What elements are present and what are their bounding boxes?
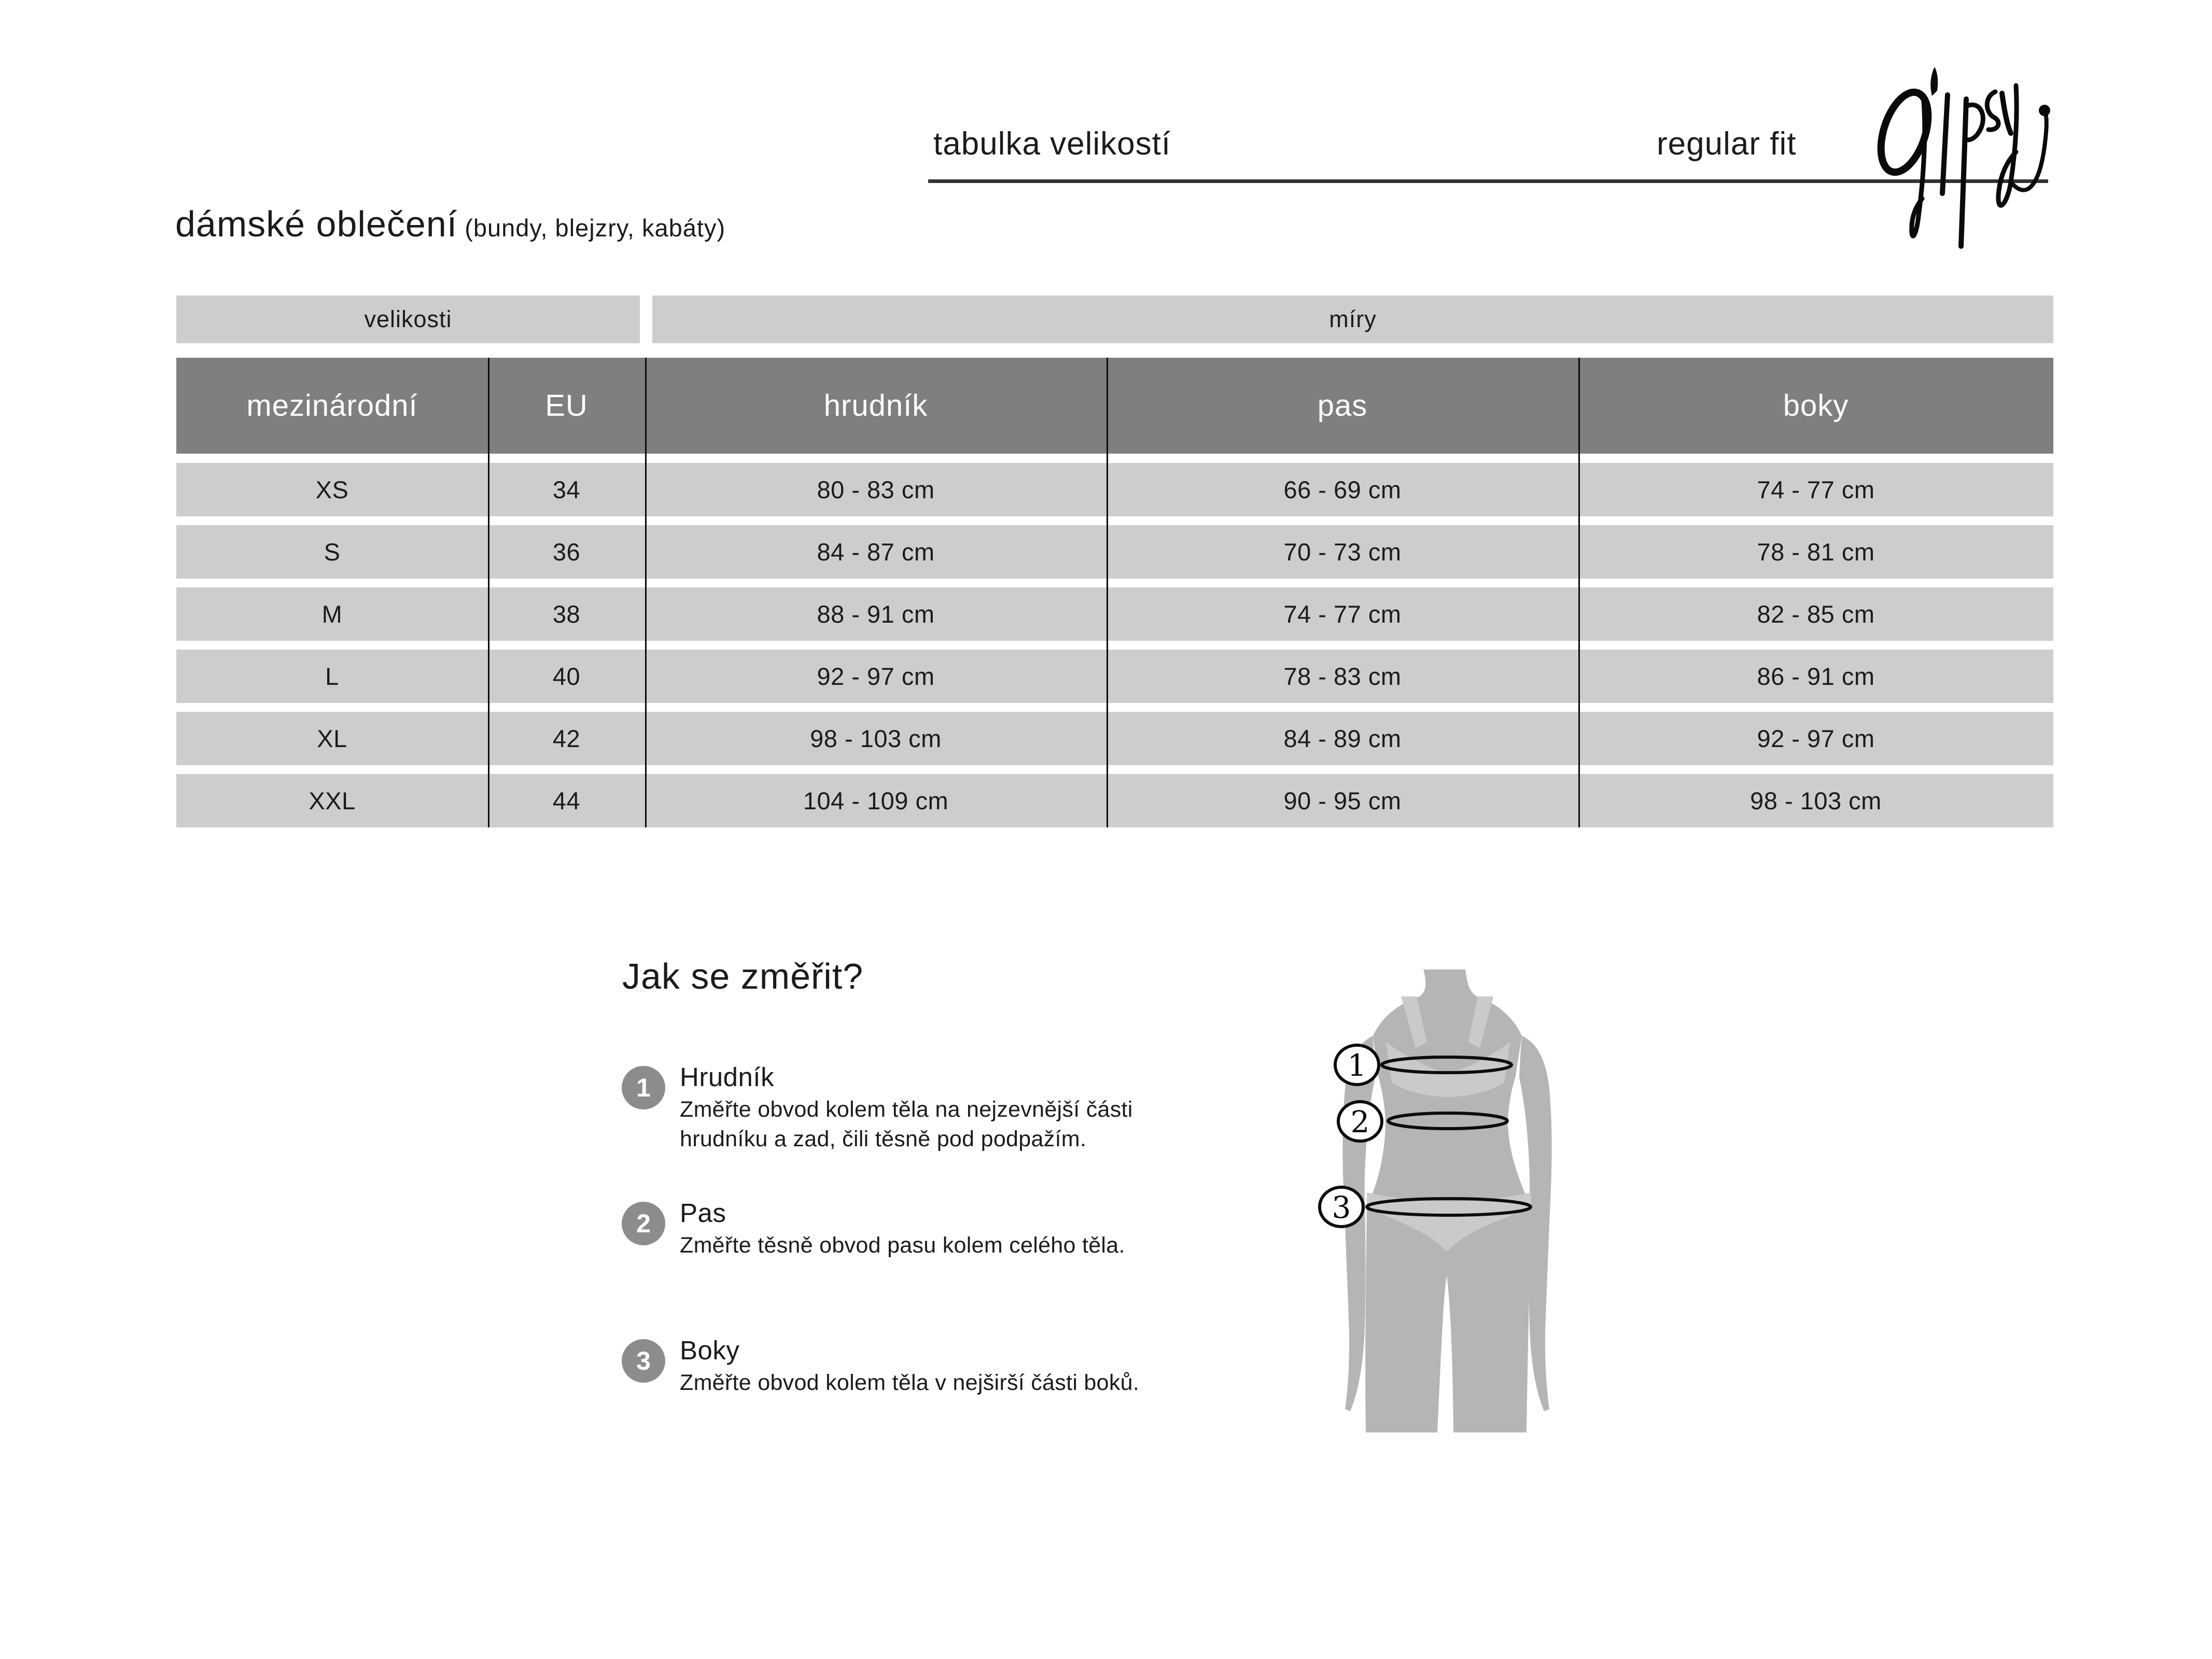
- step-label: Hrudník: [680, 1062, 775, 1092]
- table-cell: M: [321, 600, 343, 628]
- table-row: [176, 774, 2053, 827]
- fit-type-label: regular fit: [1657, 126, 1797, 162]
- table-cell: XXL: [309, 787, 356, 814]
- table-cell: 44: [552, 787, 581, 814]
- svg-text:3: 3: [1332, 1190, 1351, 1225]
- howto-title: Jak se změřit?: [622, 956, 864, 996]
- size-table: [176, 296, 2053, 827]
- column-header-2: hrudník: [823, 389, 928, 423]
- table-cell: 82 - 85 cm: [1757, 600, 1875, 628]
- column-header-3: pas: [1317, 389, 1368, 423]
- table-cell: 98 - 103 cm: [810, 725, 942, 752]
- step-description-line: Změřte obvod kolem těla na nejzevnější části: [680, 1097, 1133, 1122]
- table-cell: 90 - 95 cm: [1283, 787, 1402, 814]
- step-description-line: hrudníku a zad, čili těsně pod podpažím.: [680, 1127, 1087, 1151]
- table-cell: 38: [552, 600, 581, 628]
- section-title-sub: (bundy, blejzry, kabáty): [465, 214, 726, 242]
- section-title-main: dámské oblečení: [175, 204, 458, 244]
- table-cell: 80 - 83 cm: [817, 476, 935, 503]
- step-number-badge: 3: [622, 1339, 665, 1383]
- column-divider: [1578, 358, 1580, 827]
- table-row: [176, 712, 2053, 765]
- table-cell: 84 - 89 cm: [1283, 725, 1402, 752]
- step-description-line: Změřte obvod kolem těla v nejširší části boků.: [680, 1370, 1140, 1395]
- table-cell: XL: [317, 725, 347, 752]
- table-row: [176, 525, 2053, 579]
- table-cell: 70 - 73 cm: [1283, 538, 1402, 566]
- step-description: [680, 1231, 1125, 1260]
- table-cell: 66 - 69 cm: [1283, 476, 1402, 503]
- column-divider: [645, 358, 647, 827]
- step-label: Boky: [680, 1335, 740, 1365]
- table-cell: L: [325, 663, 339, 690]
- table-cell: S: [324, 538, 341, 566]
- group-header-measures: míry: [652, 296, 2053, 343]
- table-cell: 40: [552, 663, 581, 690]
- table-cell: 98 - 103 cm: [1750, 787, 1882, 814]
- page-title: tabulka velikostí: [933, 126, 1171, 162]
- table-row: [176, 463, 2053, 516]
- body-measurement-figure: [1317, 964, 1576, 1441]
- table-cell: 86 - 91 cm: [1757, 663, 1875, 690]
- table-cell: 88 - 91 cm: [817, 600, 935, 628]
- column-divider: [1107, 358, 1108, 827]
- figure-marker-1: [1335, 1045, 1379, 1085]
- table-cell: 92 - 97 cm: [817, 663, 935, 690]
- table-cell: XS: [315, 476, 349, 503]
- gipsy-logo-icon: [1874, 65, 2056, 254]
- step-description-line: Změřte těsně obvod pasu kolem celého těla.: [680, 1233, 1125, 1258]
- step-label: Pas: [680, 1198, 726, 1228]
- section-title: [175, 203, 725, 245]
- svg-text:2: 2: [1350, 1104, 1370, 1140]
- svg-text:1: 1: [1347, 1048, 1367, 1083]
- step-description: [680, 1095, 1133, 1154]
- column-divider: [488, 358, 489, 827]
- group-header-sizes: velikosti: [176, 296, 640, 343]
- column-header-row: [176, 358, 2053, 454]
- step-number-badge: 1: [622, 1066, 665, 1109]
- table-cell: 92 - 97 cm: [1757, 725, 1875, 752]
- table-cell: 78 - 81 cm: [1757, 538, 1875, 566]
- table-row: [176, 587, 2053, 641]
- figure-marker-2: [1338, 1102, 1382, 1141]
- table-cell: 78 - 83 cm: [1283, 663, 1402, 690]
- table-cell: 42: [552, 725, 581, 752]
- table-cell: 104 - 109 cm: [803, 787, 949, 814]
- table-cell: 34: [552, 476, 581, 503]
- table-cell: 74 - 77 cm: [1283, 600, 1402, 628]
- table-row: [176, 650, 2053, 703]
- table-cell: 74 - 77 cm: [1757, 476, 1875, 503]
- column-header-0: mezinárodní: [246, 389, 418, 423]
- figure-marker-3: [1320, 1187, 1363, 1227]
- column-header-1: EU: [545, 389, 588, 423]
- column-header-4: boky: [1783, 389, 1849, 423]
- table-cell: 36: [552, 538, 581, 566]
- table-cell: 84 - 87 cm: [817, 538, 935, 566]
- step-number-badge: 2: [622, 1202, 665, 1245]
- step-description: [680, 1368, 1139, 1398]
